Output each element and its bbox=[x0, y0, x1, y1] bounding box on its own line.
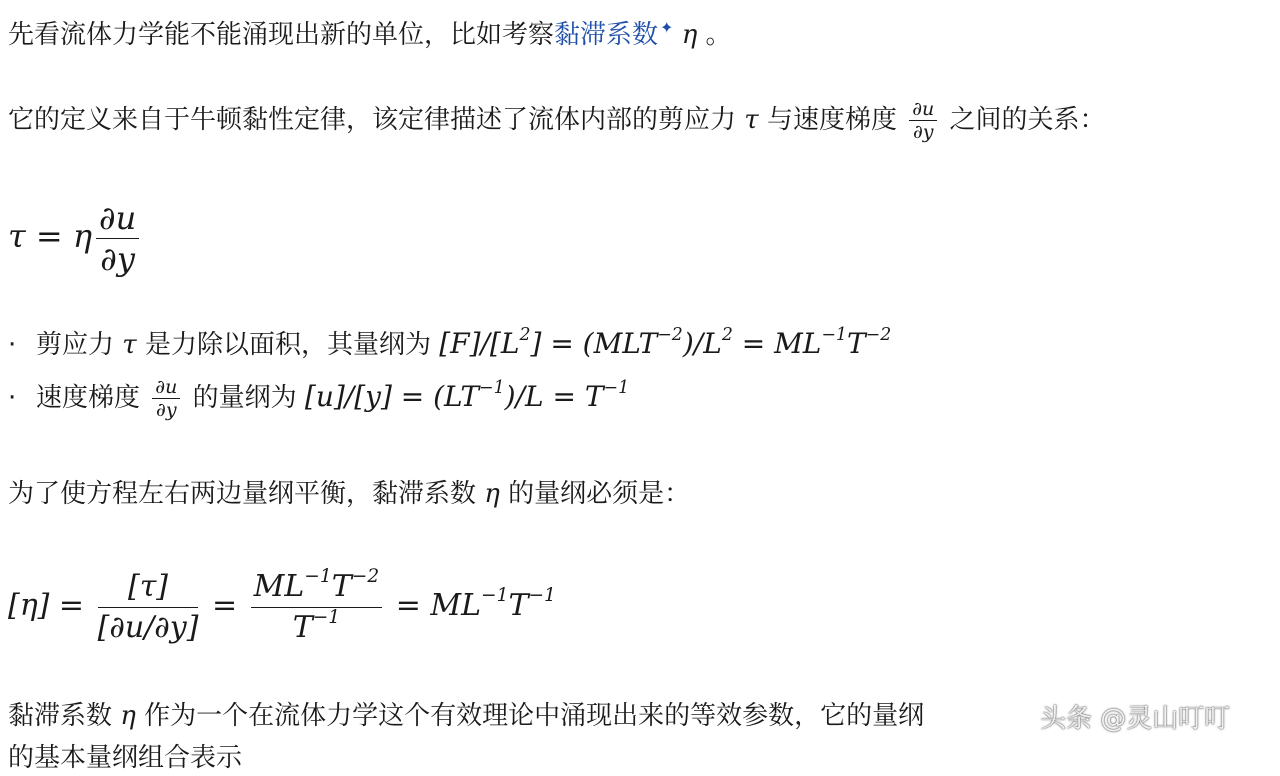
equation-fraction-2: $\frac{ML^{-1}T^{-2}}{T^{-1}}$ bbox=[251, 567, 383, 648]
bullet-dot: · bbox=[8, 330, 17, 360]
equation-newton-fraction: $\frac{\partial u}{\partial y}$ bbox=[96, 198, 139, 279]
paragraph-intro: 先看流体力学能不能涌现出新的单位，比如考察黏滞系数 ✦ η 。 bbox=[8, 18, 732, 50]
toutiao-watermark: 头条 @灵山叮叮 bbox=[1040, 704, 1231, 734]
velocity-gradient-fraction: $\frac{\partial u}{\partial y}$ bbox=[152, 376, 180, 421]
eta-symbol: η bbox=[681, 20, 698, 50]
paragraph-balance: 为了使方程左右两边量纲平衡，黏滞系数 η 的量纲必须是： bbox=[8, 479, 691, 509]
velocity-gradient-fraction: $\frac{\partial u}{\partial y}$ bbox=[909, 98, 937, 143]
shear-stress-dimension: $[F]/[L^2] = (MLT^{-2})/L^2 = ML^{-1}T^{-2}$ bbox=[439, 324, 892, 360]
equation-newton: τ = η $\frac{\partial u}{\partial y}$ bbox=[8, 192, 143, 280]
viscosity-link[interactable]: 黏滞系数 bbox=[554, 20, 659, 50]
velocity-gradient-dimension: $[u]/[y] = (LT^{-1})/L = T^{-1}$ bbox=[304, 377, 630, 413]
equation-viscosity-dimension: [η] = $\frac{[\tau]}{[\partial u/\partial y]}$ = $\frac{ML^{-1}T^{-2}}{T^{-1}}$ = $ML^{-1}T^{-1}$ bbox=[8, 556, 556, 656]
bullet-velocity-gradient: · 速度梯度 $\frac{\partial u}{\partial y}$ 的量纲为 $[u]/[y] = (LT^{-1})/L = T^{-1}$ bbox=[8, 376, 630, 421]
bullet-dot: · bbox=[8, 383, 17, 413]
tau-symbol: τ bbox=[744, 105, 759, 135]
paragraph-conclusion-cut: 的基本量纲组合表示 bbox=[8, 743, 243, 773]
bullet-shear-stress: · 剪应力 τ 是力除以面积，其量纲为 $[F]/[L^2] = (MLT^{-2})/L^2 = ML^{-1}T^{-2}$ bbox=[8, 326, 891, 363]
link-star-icon: ✦ bbox=[660, 18, 674, 37]
paragraph-definition: 它的定义来自于牛顿黏性定律，该定律描述了流体内部的剪应力 τ 与速度梯度 $\frac{\partial u}{\partial y}$ 之间的关系： bbox=[8, 98, 1106, 143]
paragraph-conclusion: 黏滞系数 η 作为一个在流体力学这个有效理论中涌现出来的等效参数，它的量纲 bbox=[8, 701, 925, 731]
equation-fraction-1: $\frac{[\tau]}{[\partial u/\partial y]}$ bbox=[97, 568, 199, 645]
